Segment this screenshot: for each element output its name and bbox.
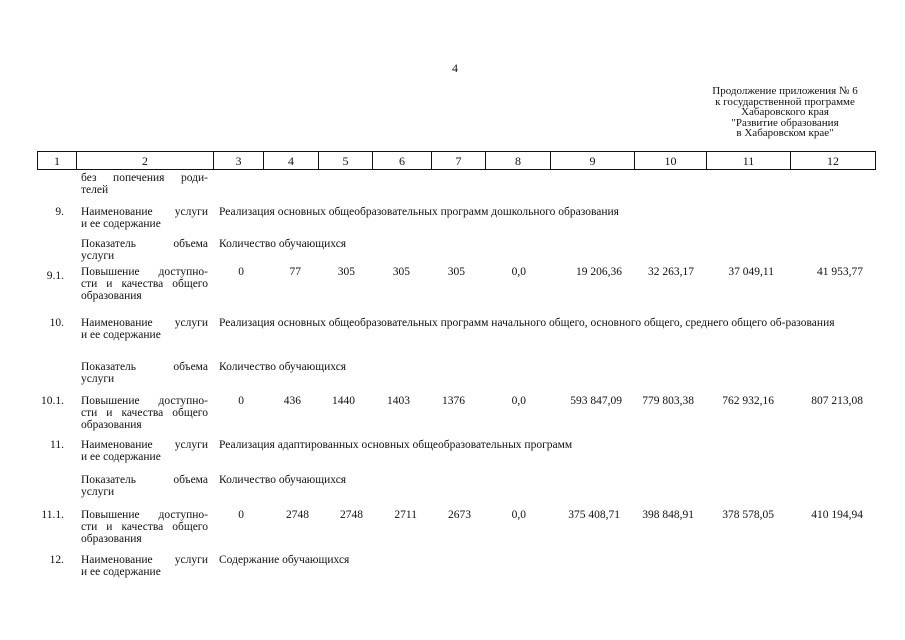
service-name-label: Наименование услуги и ее содержание bbox=[81, 317, 208, 341]
value-col-4: 77 bbox=[289, 266, 301, 278]
annex-line-4: "Развитие образования bbox=[731, 116, 839, 129]
value-col-3: 0 bbox=[238, 395, 244, 407]
header-cell-1: 1 bbox=[38, 152, 77, 170]
continuation-text: без попечения роди- телей bbox=[81, 172, 208, 196]
value-col-7: 2673 bbox=[448, 509, 471, 521]
value-col-8: 0,0 bbox=[511, 266, 526, 278]
value-col-11: 762 932,16 bbox=[722, 395, 774, 407]
row-number: 11. bbox=[50, 439, 64, 451]
value-col-10: 398 848,91 bbox=[642, 509, 694, 521]
service-description: Реализация основных общеобразовательных программ начального общего, основного общего, среднего общего об-разования bbox=[219, 317, 835, 329]
column-header-table bbox=[37, 151, 876, 170]
value-col-4: 2748 bbox=[286, 509, 309, 521]
service-description: Реализация основных общеобразовательных программ дошкольного образования bbox=[219, 206, 619, 218]
indicator-value: Количество обучающихся bbox=[219, 474, 347, 486]
header-cell-4: 4 bbox=[264, 152, 319, 170]
subitem-name: Повышение доступно- сти и качества общего образования bbox=[81, 509, 208, 545]
value-col-5: 2748 bbox=[340, 509, 363, 521]
value-col-7: 305 bbox=[447, 266, 465, 278]
value-col-7: 1376 bbox=[442, 395, 465, 407]
row-number: 9. bbox=[55, 206, 64, 218]
value-col-11: 37 049,11 bbox=[728, 266, 774, 278]
indicator-value: Количество обучающихся bbox=[219, 361, 347, 373]
page-number: 4 bbox=[452, 61, 458, 75]
indicator-label: Показатель объема услуги bbox=[81, 361, 208, 385]
service-name-label: Наименование услуги и ее содержание bbox=[81, 206, 208, 230]
annex-line-5: в Хабаровском крае" bbox=[736, 127, 834, 140]
header-cell-3: 3 bbox=[214, 152, 264, 170]
annex-line-2: к государственной программе bbox=[715, 95, 855, 108]
value-col-6: 305 bbox=[392, 266, 410, 278]
header-cell-5: 5 bbox=[319, 152, 373, 170]
value-col-11: 378 578,05 bbox=[722, 509, 774, 521]
header-cell-6: 6 bbox=[373, 152, 432, 170]
header-cell-11: 11 bbox=[707, 152, 791, 170]
value-col-12: 807 213,08 bbox=[811, 395, 863, 407]
value-col-6: 2711 bbox=[394, 509, 417, 521]
indicator-label: Показатель объема услуги bbox=[81, 474, 208, 498]
subitem-name: Повышение доступно- сти и качества общего образования bbox=[81, 395, 208, 431]
value-col-3: 0 bbox=[238, 509, 244, 521]
subitem-name: Повышение доступно- сти и качества общего образования bbox=[81, 266, 208, 302]
header-row bbox=[38, 152, 876, 170]
row-number: 12. bbox=[49, 554, 64, 566]
annex-line-3: Хабаровского края bbox=[741, 106, 829, 119]
value-col-3: 0 bbox=[238, 266, 244, 278]
annex-heading bbox=[690, 86, 880, 139]
header-cell-12: 12 bbox=[791, 152, 876, 170]
value-col-12: 410 194,94 bbox=[811, 509, 863, 521]
value-col-5: 1440 bbox=[332, 395, 355, 407]
value-col-9: 593 847,09 bbox=[570, 395, 622, 407]
row-number: 11.1. bbox=[41, 509, 64, 521]
value-col-9: 375 408,71 bbox=[568, 509, 620, 521]
value-col-9: 19 206,36 bbox=[576, 266, 622, 278]
value-col-4: 436 bbox=[283, 395, 301, 407]
indicator-label: Показатель объема услуги bbox=[81, 238, 208, 262]
header-cell-10: 10 bbox=[635, 152, 707, 170]
value-col-12: 41 953,77 bbox=[817, 266, 863, 278]
service-name-label: Наименование услуги и ее содержание bbox=[81, 554, 208, 578]
header-cell-8: 8 bbox=[486, 152, 551, 170]
service-description: Содержание обучающихся bbox=[219, 554, 350, 566]
indicator-value: Количество обучающихся bbox=[219, 238, 347, 250]
value-col-5: 305 bbox=[337, 266, 355, 278]
service-name-label: Наименование услуги и ее содержание bbox=[81, 439, 208, 463]
value-col-8: 0,0 bbox=[511, 509, 526, 521]
row-number: 10. bbox=[49, 317, 64, 329]
header-cell-9: 9 bbox=[551, 152, 635, 170]
value-col-6: 1403 bbox=[387, 395, 410, 407]
row-number: 10.1. bbox=[41, 395, 64, 407]
service-description: Реализация адаптированных основных общеобразовательных программ bbox=[219, 439, 573, 451]
annex-line-1: Продолжение приложения № 6 bbox=[712, 85, 858, 97]
row-number: 9.1. bbox=[46, 270, 64, 282]
value-col-8: 0,0 bbox=[511, 395, 526, 407]
header-cell-7: 7 bbox=[432, 152, 486, 170]
value-col-10: 32 263,17 bbox=[648, 266, 694, 278]
header-cell-2: 2 bbox=[77, 152, 214, 170]
value-col-10: 779 803,38 bbox=[642, 395, 694, 407]
